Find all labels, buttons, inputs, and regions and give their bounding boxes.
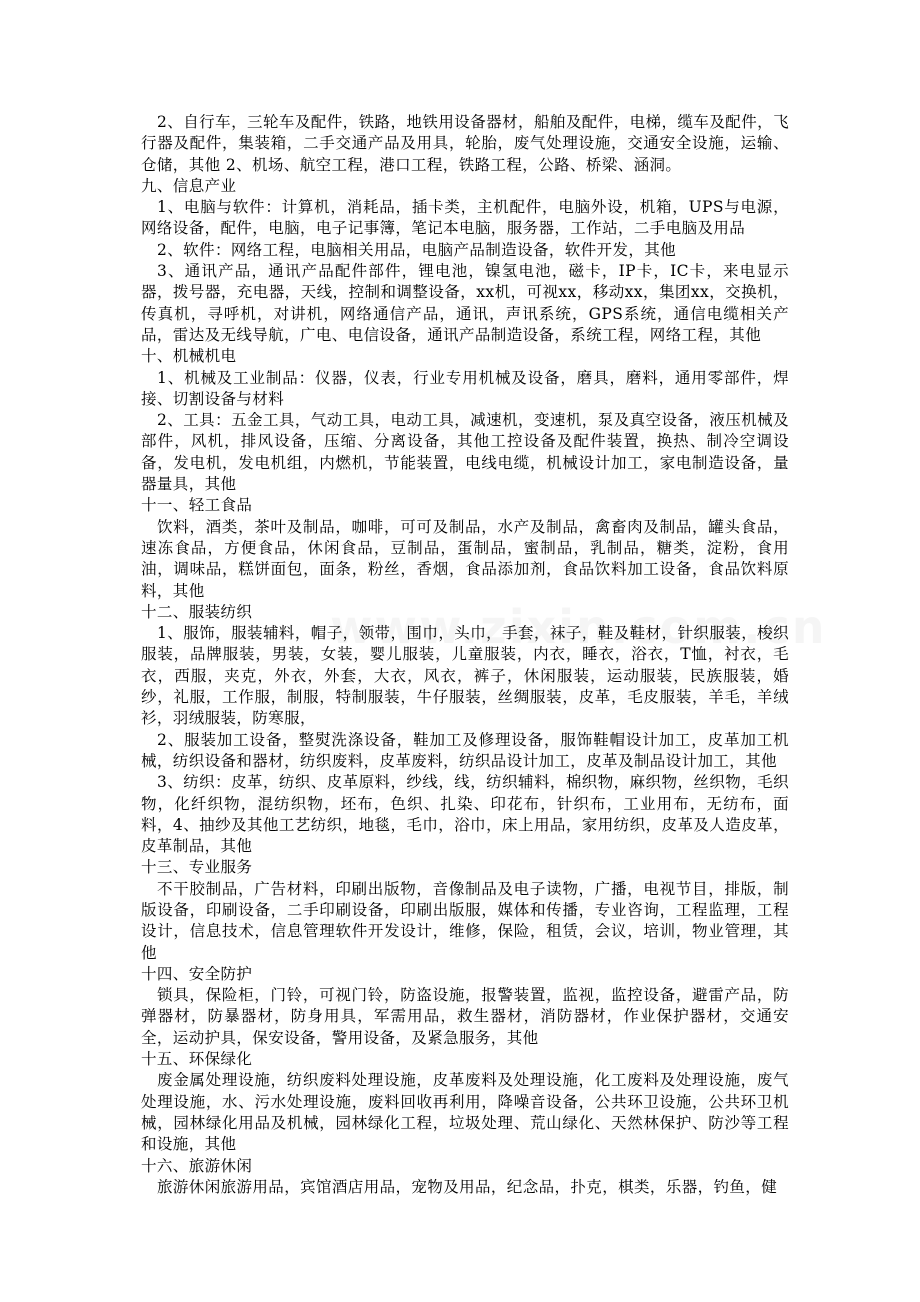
paragraph: 1、服饰，服装辅料，帽子，领带，围巾，头巾，手套，袜子，鞋及鞋材，针织服装，梭织服装，品牌服装，男装，女装，婴儿服装，儿童服装，内衣，睡衣，浴衣，T恤，衬衣，毛衣，西服，夹克，外衣，外套，大衣，风衣，裤子，休闲服装，运动服装，民族服装，婚纱，礼服，工作服，制服，特制服装，牛仔服装，丝绸服装，皮革，毛皮服装，羊毛，羊绒衫，羽绒服装，防寒服， xyxy=(141,624,789,728)
section-heading: 十二、服装纺织 xyxy=(141,602,253,621)
section-heading: 十六、旅游休闲 xyxy=(141,1156,253,1175)
paragraph: 不干胶制品，广告材料，印刷出版物，音像制品及电子读物，广播，电视节目，排版，制版设备，印刷设备，二手印刷设备，印刷出版服，媒体和传播，专业咨询，工程监理，工程设计，信息技术，信息管理软件开发设计，维修，保险，租赁，会议，培训，物业管理，其他 xyxy=(141,879,789,962)
section-heading: 十、机械机电 xyxy=(141,347,237,366)
paragraph: 1、机械及工业制品：仪器，仪表，行业专用机械及设备，磨具，磨料，通用零部件，焊接、切割设备与材料 xyxy=(141,368,789,408)
document-body xyxy=(141,112,789,1198)
section-heading: 十一、轻工食品 xyxy=(141,496,253,515)
paragraph: 饮料，酒类，茶叶及制品，咖啡，可可及制品，水产及制品，禽畜肉及制品，罐头食品，速冻食品，方便食品，休闲食品，豆制品，蛋制品，蜜制品，乳制品，糖类，淀粉，食用油，调味品，糕饼面包，面条，粉丝，香烟，食品添加剂，食品饮料加工设备，食品饮料原料，其他 xyxy=(141,517,789,600)
section-heading: 九、信息产业 xyxy=(141,176,237,195)
paragraph: 2、软件：网络工程，电脑相关用品，电脑产品制造设备，软件开发，其他 xyxy=(157,240,677,259)
paragraph: 2、服装加工设备，整熨洗涤设备，鞋加工及修理设备，服饰鞋帽设计加工，皮革加工机械，纺织设备和器材，纺织废料，皮革废料，纺织品设计加工，皮革及制品设计加工，其他 xyxy=(141,730,789,770)
section-heading: 十四、安全防护 xyxy=(141,964,253,983)
section-heading: 十五、环保绿化 xyxy=(141,1050,253,1069)
paragraph: 3、通讯产品，通讯产品配件部件，锂电池，镍氢电池，磁卡，IP卡，IC卡，来电显示器，拨号器，充电器，天线，控制和调整设备，xx机，可视xx，移动xx，集团xx，交换机，传真机，寻呼机，对讲机，网络通信产品，通讯，声讯系统，GPS系统，通信电缆相关产品，雷达及无线导航，广电、电信设备，通讯产品制造设备，系统工程，网络工程，其他 xyxy=(141,262,789,344)
paragraph: 锁具，保险柜，门铃，可视门铃，防盗设施，报警装置，监视，监控设备，避雷产品，防弹器材，防暴器材，防身用具，军需用品，救生器材，消防器材，作业保护器材，交通安全，运动护具，保安设备，警用设备，及紧急服务，其他 xyxy=(141,986,789,1047)
section-heading: 十三、专业服务 xyxy=(141,858,253,877)
paragraph: 3、纺织：皮革，纺织、皮革原料，纱线，线，纺织辅料，棉织物，麻织物，丝织物，毛织物，化纤织物，混纺织物，坯布，色织、扎染、印花布，针织布，工业用布，无纺布，面料，4、抽纱及其他工艺纺织，地毯，毛巾，浴巾，床上用品，家用纺织，皮革及人造皮革，皮革制品，其他 xyxy=(141,773,789,856)
paragraph: 旅游休闲旅游用品，宾馆酒店用品，宠物及用品，纪念品，扑克，棋类，乐器，钓鱼，健 xyxy=(157,1177,778,1196)
paragraph: 1、电脑与软件：计算机，消耗品，插卡类，主机配件，电脑外设，机箱，UPS与电源，网络设备，配件，电脑，电子记事簿，笔记本电脑，服务器，工作站，二手电脑及用品 xyxy=(141,198,789,238)
paragraph: 废金属处理设施，纺织废料处理设施，皮革废料及处理设施，化工废料及处理设施，废气处理设施，水、污水处理设施，废料回收再利用，降噪音设备，公共环卫设施，公共环卫机械，园林绿化用品及机械，园林绿化工程，垃圾处理、荒山绿化、天然林保护、防沙等工程和设施，其他 xyxy=(141,1071,789,1154)
paragraph: 2、自行车，三轮车及配件，铁路，地铁用设备器材，船舶及配件，电梯，缆车及配件，飞行器及配件，集装箱，二手交通产品及用具，轮胎，废气处理设施，交通安全设施，运输、仓储，其他 2、机场、航空工程，港口工程，铁路工程，公路、桥梁、涵洞。 xyxy=(141,113,789,174)
paragraph: 2、工具：五金工具，气动工具，电动工具，减速机，变速机，泵及真空设备，液压机械及部件，风机，排风设备，压缩、分离设备，其他工控设备及配件装置，换热、制冷空调设备，发电机，发电机组，内燃机，节能装置，电线电缆，机械设计加工，家电制造设备，量器量具，其他 xyxy=(141,411,789,494)
